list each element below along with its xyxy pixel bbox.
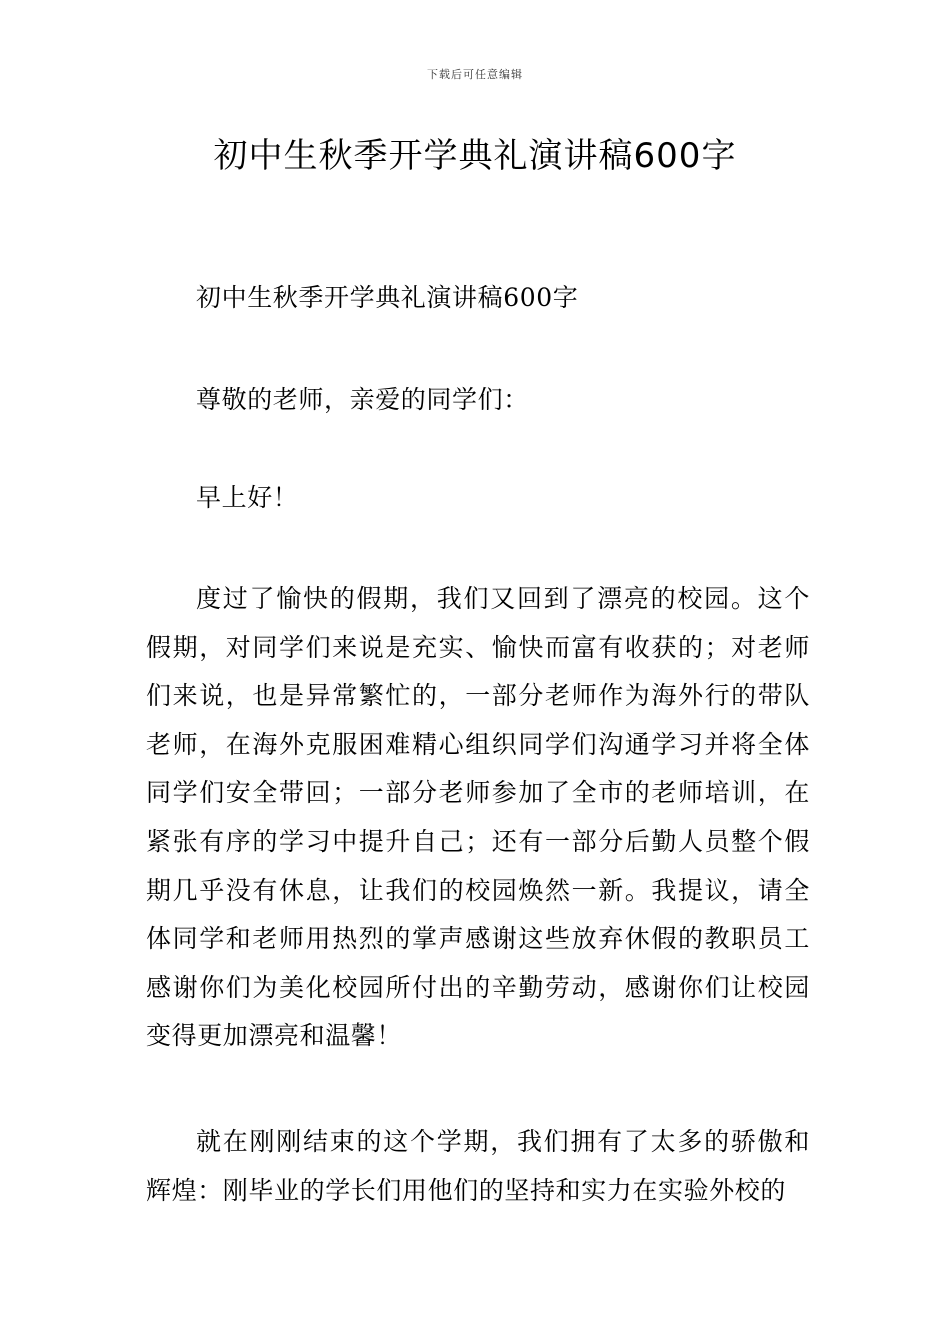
- morning-paragraph: [146, 474, 810, 523]
- subtitle-paragraph: [146, 274, 810, 323]
- header-note: 下载后可任意编辑: [427, 68, 523, 81]
- morning-text: 早上好！: [196, 483, 299, 512]
- next-text: 就在刚刚结束的这个学期，我们拥有了太多的骄傲和辉煌：刚毕业的学长们用他们的坚持和实力在实验外校的: [146, 1127, 810, 1205]
- main-text: 度过了愉快的假期，我们又回到了漂亮的校园。这个假期，对同学们来说是充实、愉快而富有收获的；对老师们来说，也是异常繁忙的，一部分老师作为海外行的带队老师，在海外克服困难精心组织同学们沟通学习并将全体同学们安全带回；一部分老师参加了全市的老师培训，在紧张有序的学习中提升自己；还有一部分后勤人员整个假期几乎没有休息，让我们的校园焕然一新。我提议，请全体同学和老师用热烈的掌声感谢这些放弃休假的教职员工感谢你们为美化校园所付出的辛勤劳动，感谢你们让校园变得更加漂亮和温馨！: [146, 584, 810, 1051]
- subtitle-text: 初中生秋季开学典礼演讲稿600字: [196, 283, 579, 312]
- document-title: 初中生秋季开学典礼演讲稿600字: [213, 136, 737, 176]
- main-paragraph: [146, 575, 810, 1061]
- next-paragraph: [146, 1118, 810, 1215]
- greeting-text: 尊敬的老师，亲爱的同学们：: [196, 385, 529, 414]
- greeting-paragraph: [146, 376, 810, 425]
